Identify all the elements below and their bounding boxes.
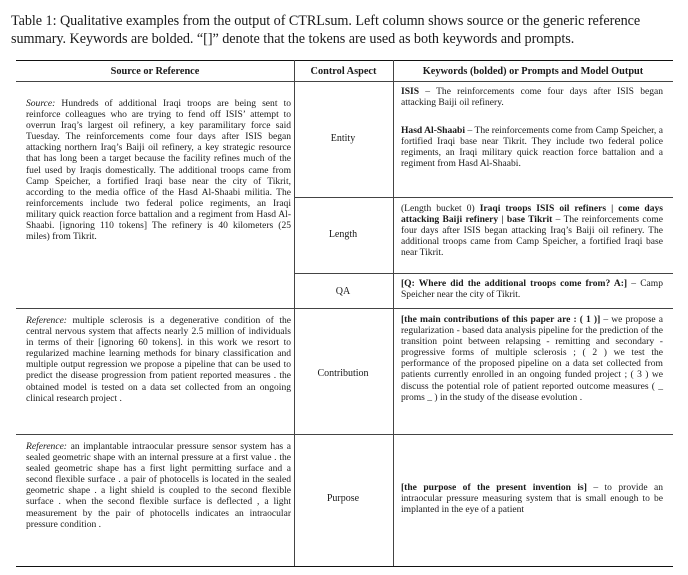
source-text: multiple sclerosis is a degenerative condition of the central nervous system that affects nearly 2.5 million of individuals in terms of their [ignoring 60 tokens]. in this work we resort to regularized machine learning methods for binary classification and multiple output regression we propose a pipeline that can be used to predict the disease progression from patient reported measures . the obtained model is tested on a data set collected from an ongoing clinical research project .	[26, 315, 291, 404]
column-divider-2	[393, 60, 394, 566]
header-source: Source or Reference	[110, 66, 200, 77]
output-keywords: [the purpose of the present invention is]	[401, 482, 587, 493]
source-text: Hundreds of additional Iraqi troops are being sent to reinforce colleagues who are trying to fend off ISIS’ attempt to overrun Iraq’s largest oil refinery, a key paramilitary force said Tuesday. The reinforcements come four days after ISIS began attacking northern Iraq’s Baiji oil refinery, a key strategic resource that has long been a target because the facility refines much of the fuel used by Iraqis domestically. The additional troops came from Camp Speicher, a fortified Iraqi base near the city of Tikrit, according to the media office of the Hasd Al-Shaabi militia. The reinforcements include two federal police regiments, an Iraqi military quick reaction force battalion and a regiment from Hasd Al-Shaabi. [ignoring 110 tokens] The refinery is 40 kilometers (25 miles) from Tikrit.	[26, 98, 291, 243]
aspect-entity: Entity	[330, 133, 356, 144]
output-purpose	[401, 482, 663, 515]
column-divider-1	[294, 60, 295, 566]
source-cell-2	[26, 315, 291, 404]
output-text: – to provide an intraocular pressure measuring system that is small enough to be implanted in the eye of a patient	[401, 482, 664, 516]
output-keywords: Hasd Al-Shaabi	[401, 125, 466, 136]
header-output: Keywords (bolded) or Prompts and Model Output	[422, 66, 644, 77]
output-entity-isis	[401, 86, 663, 108]
source-cell-3	[26, 441, 291, 530]
output-prefix: (Length bucket 0)	[401, 203, 480, 214]
output-contribution	[401, 314, 663, 403]
aspect-length: Length	[328, 229, 358, 240]
table-top-rule	[16, 60, 673, 61]
row-divider-entity-length	[294, 197, 673, 198]
output-keywords: Iraqi troops ISIS oil refiners | come days attacking Baiji refinery | base Tikrit	[401, 203, 664, 226]
output-text: – The reinforcements come four days after ISIS began attacking Baiji oil refinery.	[401, 86, 663, 109]
source-label: Source:	[26, 98, 56, 109]
output-keywords: ISIS	[401, 86, 420, 97]
aspect-qa: QA	[335, 286, 351, 297]
output-qa	[401, 278, 663, 300]
source-text: an implantable intraocular pressure sensor system has a sealed geometric shape with an internal pressure at a first value . the sealed geometric shape has a first light permitting surface and a second flexible surface . a pair of photocells is located in the sealed geometric shape . a light shield is coupled to the second flexible surface . when the second flexible surface is deflected , a light measurement by the pair of photocells indicates an intraocular pressure condition .	[26, 441, 291, 530]
source-cell-1	[26, 98, 291, 242]
output-keywords: [Q: Where did the additional troops come from? A:]	[401, 278, 628, 289]
table-bottom-rule	[16, 566, 673, 567]
row-divider-1-2	[16, 308, 673, 309]
row-divider-2-3	[16, 434, 673, 435]
aspect-contribution: Contribution	[317, 368, 369, 379]
output-text: – The reinforcements come from Camp Speicher, a fortified Iraqi base near Tikrit. They include two federal police regiments, an Iraqi military quick reaction force battalion and a regiment from Hasd Al-Shaabi.	[401, 125, 663, 170]
table-caption: Table 1: Qualitative examples from the output of CTRLsum. Left column shows source or the generic reference summary. Keywords are bolded. “[]” denote that the tokens are used as both keywords and prompts.	[11, 13, 641, 47]
row-divider-length-qa	[294, 273, 673, 274]
output-text: – we propose a regularization - based data analysis pipeline for the prediction of the transition point between relapsing - remitting and secondary - progressive forms of multiple sclerosis ; ( 2 ) we test the performance of the proposed pipeline on a data set collected from patients currently enrolled in an ongoing funded project ; ( 3 ) we discuss the potential role of patient reported outcome measures ( _ proms _ ) in the study of the disease evolution .	[401, 314, 663, 403]
source-label: Reference:	[26, 441, 67, 452]
output-keywords: [the main contributions of this paper are : ( 1 )]	[401, 314, 601, 325]
output-text: – Camp Speicher near the city of Tikrit.	[401, 278, 663, 301]
output-length	[401, 203, 663, 258]
output-entity-hasd	[401, 125, 663, 169]
aspect-purpose: Purpose	[326, 493, 360, 504]
source-label: Reference:	[26, 315, 67, 326]
header-control-aspect: Control Aspect	[310, 66, 377, 77]
table-header-rule	[16, 81, 673, 82]
output-text: – The reinforcements come four days after ISIS began attacking Iraq’s Baiji oil refinery. The additional troops came from Camp Speicher, a fortified Iraqi base near Tikrit.	[401, 214, 663, 259]
